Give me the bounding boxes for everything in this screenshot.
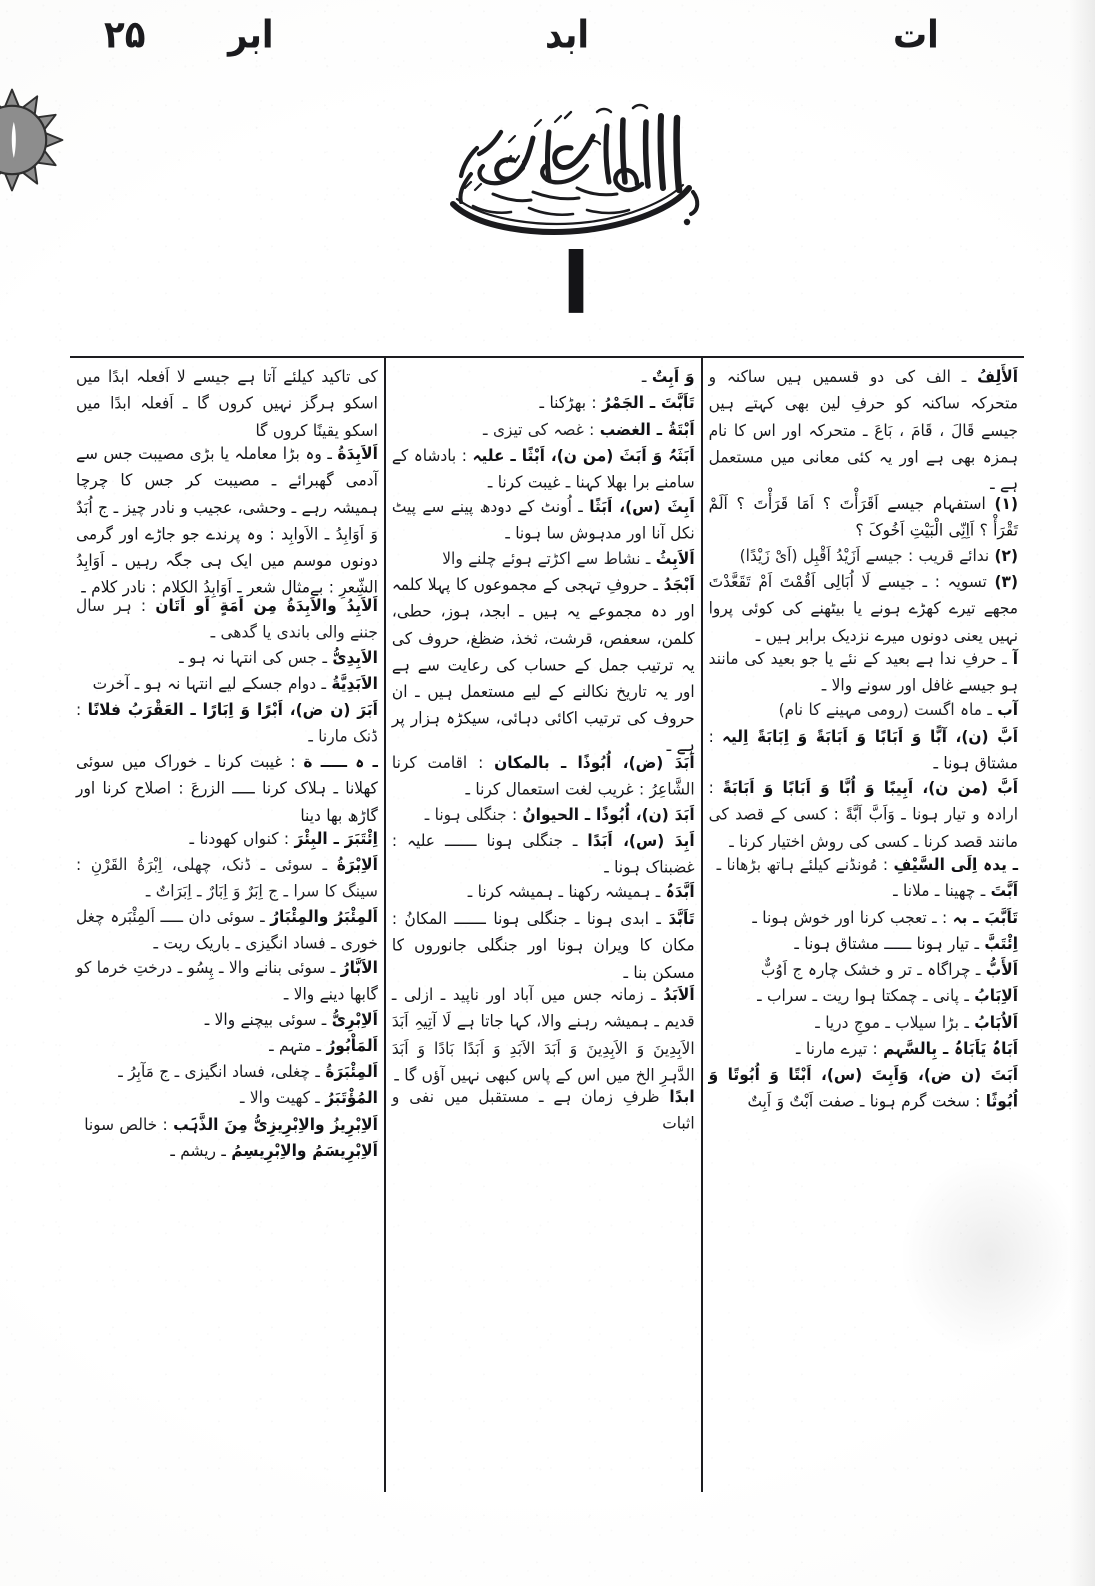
entry-definition: ـ حروفِ تہجی کے مجموعوں کا پہلا کلمہ اور دہ مجموعے یہ ہیں ـ ابجد، ہوز، حطی، کلمن، سعفص، قرشت، ثخذ، ضظغ، حروف کی یہ ترتیب جمل کے حساب کی رعایت سے ہے اور یہ تاریخ نکالنے کے لیے مستعمل ہیں ـ ان حروف کی ترتیب اکائی دہائی، سیکڑہ ہزار پر ہے ـ [391,575,695,756]
dictionary-entry [76,364,378,444]
entry-headword: اَلمِئْبَرُ والمِئْبَارُ [270,906,378,926]
scan-gutter-shadow [1069,0,1095,1586]
entry-definition: : غیبت کرنا ـ خوراک میں سوئی کھلانا ـ ہلاک کرنا ـــــ الزرعَ : اصلاح کرنا اور گاڑھ بھا دینا [76,752,378,825]
entry-headword: اِئْتَبَّ [984,934,1018,954]
entry-definition: : غصہ کی تیزی ـ [483,419,600,439]
dictionary-entry [709,491,1018,545]
entry-definition: تسویہ : ـ جیسے لَا اُبَالِی اَقُمْتَ اَمْ تَقَعَّدْتَ مجھے تیرے کھڑے ہونے یا بیٹھنے کی کوئی پروا نہیں یعنی دونوں میرے نزدیک برابر ہیں ـ [708,572,1018,645]
dictionary-entry [76,593,378,647]
entry-headword: ـ ہ ـــــ ة [303,752,378,772]
dictionary-entry [392,390,695,417]
entry-definition: : خالص سونا [84,1114,174,1134]
entry-definition: ـ حرفِ ندا ہے بعید کے نئے یا جو بعید کی مانند ہو جیسے غافل اور سونے والا ـ [708,649,1018,695]
entry-headword: اَلأَلِفُ [977,367,1018,387]
dictionary-entry [392,417,695,444]
guideword-center: ابد [545,12,590,58]
entry-definition: ـ وہ بڑا معاملہ یا بڑی مصیبت جس سے آدمی گھبرائے ـ مصیبت کر جس کا چرچا ہمیشہ رہے ـ وحشی، عجیب و نادر چیز ـ ج اُبَدٌ وَ اَوَابِدُ ـ الاَوابِد : وہ پرندے جو جاڑے اور گرمی دونوں موسم میں ایک ہی جگہ رہیں ـ اَوَابِدُ الشِّعرِ : بےمثال شعر ـ اَوَابِدُ الکلام : نادر کلام ـ [76,443,378,597]
entry-definition: : سخت گرم ہونا ـ صفت اَبْتٌ وَ اَبِتٌ [747,1092,986,1112]
entry-headword: الاَبَدِیَّةُ [331,674,378,694]
dictionary-entry [76,1138,378,1165]
dictionary-entry [76,441,378,602]
dictionary-entry [709,957,1018,984]
entry-headword: اَلاَبَدُ [663,985,695,1005]
dictionary-entry [392,494,695,548]
dictionary-entry [709,878,1018,905]
entry-headword: اَبِدَ (س)، اَبَدًا [587,830,695,851]
entry-headword: (۳) [994,572,1018,592]
dictionary-entry [76,1059,378,1086]
entry-headword: اَبْجَدُ [663,575,695,595]
entry-definition: : اقامت کرنا الشَّاعِرُ : غریب لغت استعمال کرنا ـ [391,753,695,800]
entry-headword: اَبَّتَ [990,881,1018,901]
dictionary-entry [76,904,378,958]
entry-definition: ـ سوئی بنانے والا ـ پِسُو ـ درختِ خرما کو گابھا دینے والا ـ [76,958,378,1005]
entry-definition: ـ کھیت والا ـ [239,1088,326,1108]
entry-definition: ـ ریشم ـ [170,1141,232,1161]
entry-headword: تَاَبَّدَ [668,908,695,928]
dictionary-entry [709,905,1018,932]
dictionary-entry [709,1036,1018,1063]
entry-definition: : تیرے مارنا ـ [796,1039,884,1059]
guideword-right: ات [893,12,939,58]
entry-headword: اَلمَاْبُورُ [326,1036,378,1056]
dictionary-entry [76,645,378,672]
entry-definition: : مُونڈنے کیلئے ہاتھ بڑھانا ـ [716,855,894,875]
entry-headword: اَلاَبِدُ والاَبِدَةُ مِن اَمَةٍ اَو اَتَان [155,596,378,616]
entry-headword: اَبَرَ (ن ض)، اَبْرًا وَ اِبَارًا ـ العَقْرَبُ فلانًا [87,700,378,720]
entry-headword: اَبَدَ (ن)، اُبُوذًا ـ الحیوانُ [522,804,695,824]
dictionary-entry [392,906,695,986]
dictionary-entry [709,697,1018,724]
page-number: ۲۵ [104,12,146,58]
entry-definition: ـ ہمیشہ رکھنا ـ ہمیشہ کرنا ـ [467,882,666,902]
entry-definition: : ہر سال جننے والی باندی یا گدھی ـ [76,596,378,643]
entry-definition: ـ بڑا سیلاب ـ موجِ دریا ـ [815,1012,975,1032]
entry-headword: ـ یدہ اِلَی السَّیْفِ [893,855,1018,875]
column-middle [384,358,701,1492]
dictionary-entry [392,879,695,906]
running-header [0,12,1095,84]
entry-definition: ـ زمانہ جس میں آباد اور ناپید ـ ازلی ـ قدیم ـ ہمیشہ رہنے والا، کہا جاتا ہے لَا آتِیہِ اَبَدَ الاَبِدِینَ وَ الاَبِدِینَ وَ اَبَدَ الاَبَدِ وَ اَبَدًا بَادًا وَ اَبَدَ الدَّہرِ الخ میں اس کے پاس کبھی نہیں آؤں گا ـ [391,985,695,1085]
entry-headword: اَلاِبْرَةُ [336,855,378,875]
entry-definition: ـ [641,367,652,387]
dictionary-entry [76,826,378,853]
entry-definition: ـ نشاط سے اکڑتے ہوئے چلنے والا [442,549,656,569]
entry-definition: ـ سوئی بیچنے والا ـ [204,1009,332,1029]
entry-definition: ـ ابدی ہونا ـ جنگلی ہونا ـــــــ المکانُ : مکان کا ویران ہونا اور جنگلی جانوروں کا مسکن بنا ـ [391,908,695,982]
dictionary-entry [392,546,695,573]
dictionary-entry [709,543,1018,570]
entry-definition: استفہام جیسے اَقَرَأْتَ ؟ اَمَا قَرَأْتَ ؟ اَلَمْ تَقْرَأْ ؟ اَاِنِّی الْبَیْتِ اَخُوکَ ؟ [708,494,1018,541]
entry-definition: ـ متہم ـ [269,1036,327,1056]
dictionary-entry [392,802,695,829]
entry-headword: اَبَّ (ن)، آبًّا وَ اَبَابًا وَ اَبَابَةً وَ اِبَابَةً اِلیہ [722,726,1018,746]
entry-list-right [709,364,1018,1113]
entry-headword: اَبِثَ (س)، اَبَثًا [589,497,695,517]
entry-headword: اَلاَبِدَةُ [337,443,378,464]
dictionary-entry [709,775,1018,855]
dictionary-entry [392,572,695,759]
dictionary-entry [709,1062,1018,1116]
entry-definition: : بادشاہ کے سامنے برا بھلا کہنا ـ غیبت کرنا ـ [391,445,695,492]
entry-definition: کی تاکید کیلئے آتا ہے جیسے لا اَفعلہ ابدًا میں اسکو ہرگز نہیں کروں گا ـ اَفعلہ ابدًا میں اسکو یقینًا کروں گا [76,367,378,440]
entry-headword: اَبَثَہُ وَ اَبَثَ (من ن)، اَبْثًا ـ علیہ [472,445,695,466]
dictionary-entry [709,852,1018,879]
entry-headword: آ [1012,649,1018,669]
entry-definition: ـ جنگلی ہونا ـــــــ علیہ : غضبناک ہونا ـ [391,830,695,877]
dictionary-entry [76,1033,378,1060]
entry-headword: (۲) [994,546,1018,566]
entry-definition: : کنواں کھودنا ـ [189,828,295,849]
entry-headword: تَاَبَّبَ ـ بہ [952,907,1018,927]
dictionary-entry [709,646,1018,700]
dictionary-entry [76,749,378,829]
guideword-left: ابر [228,12,274,58]
entry-headword: اَلاُبَابُ [974,1012,1018,1032]
dictionary-entry [709,364,1018,498]
entry-headword: اَبَدَ (ض)، اُبُوذًا ـ بالمکان [494,753,695,773]
entry-headword: (۱) [994,494,1018,514]
entry-headword: اَبَّدَہُ [665,882,695,902]
entry-headword: اَلمِئْبَرَةُ [325,1062,378,1082]
entry-headword: وَ اَبِتٌ [651,367,695,387]
entry-headword: اَلاِبْرِیسَمُ والاِبْرِیسِمُ [231,1141,378,1161]
entry-headword: اَبَاہُ یَاَبَاہُ ـ بِالسَّہم [883,1039,1018,1059]
column-right [701,358,1024,1492]
entry-definition: ندائے قریب : جیسے اَزَیْدُ اَقْبِل (اَیْ زَیْدًا) [739,546,995,566]
entry-definition: ـ ماہ اگست (رومی مہینے کا نام) [778,700,998,720]
entry-headword: اَلاَبِثُ [655,549,695,569]
entry-headword: المُؤْتَبَرُ [325,1088,378,1108]
dictionary-entry [709,1010,1018,1037]
dictionary-entry [709,724,1018,778]
entry-definition: : بھڑکنا ـ [539,393,602,413]
dictionary-entry [392,750,695,804]
entry-list-middle [392,364,695,1135]
dictionary-entry [392,828,695,882]
entry-definition: ـ پانی ـ چمکتا ہوا ریت ـ سراب ـ [757,986,975,1006]
entry-headword: اَلأَبُّ [985,960,1018,980]
entry-definition: ـ چغلی، فساد انگیزی ـ ج مَآبِرُ ـ [118,1062,326,1082]
entry-list-left [76,364,378,1163]
entry-definition: : ـ تعجب کرنا اور خوش ہونا ـ [752,907,953,927]
bismillah-calligraphy [437,96,707,246]
entry-headword: آب [997,700,1018,720]
dictionary-entry [392,982,695,1089]
entry-definition: ـ سوئی ـ ڈنک، چھلی، اِبْرَةُ القَرْنِ : سینگ کا سرا ـ ج اِبَرٌ وَ اِبَارٌ ـ اِبَرَاتٌ ـ [76,855,378,902]
entry-definition: : ارادہ و تیار ہونا ـ وَاَبَّ اَبَّةً : کسی کے قصد کی مانند قصد کرنا ـ کسی کی روش اختیار کرنا ـ [708,778,1018,852]
entry-headword: الاَبَّارُ [340,958,378,978]
entry-headword: اَلاِبْرِیزُ والاِبْرِیزِیُّ مِنَ الذَّہَب [173,1114,378,1134]
entry-definition: ظرفِ زمان ہے ـ مستقبل میں نفی و اثبات [391,1087,695,1134]
entry-headword: اَلاِبَابُ [974,986,1018,1006]
entry-definition: ـ اُونٹ کے دودھ پینے سے پیٹ نکل آنا اور مدہوش سا ہونا ـ [391,497,695,544]
column-left [70,358,384,1492]
entry-definition: ـ چراگاہ ـ تر و خشک چارہ ج اَوُبٌّ [760,960,986,980]
dictionary-entry [76,955,378,1009]
entry-definition: ـ سوئی دان ـــــ اَلمِئْبَرہ چغل خوری ـ فساد انگیزی ـ باریک ریت ـ [76,906,378,953]
entry-headword: اَبْتَةُ ـ الغضب [599,419,695,439]
entry-headword: الاَبِدِیُّ [332,648,378,668]
dictionary-entry [76,852,378,906]
entry-headword: اِئْتَبَرَ ـ البِئْرَ [294,828,378,849]
dictionary-entry [76,697,378,751]
entry-definition: : جنگلی ہونا ـ [424,804,523,824]
entry-definition: : مشتاق ہونا ـ [708,726,1018,773]
dictionary-entry [709,931,1018,958]
entry-definition: ـ تیار ہونا ــــــ مشتاق ہونا ـ [794,934,985,954]
entry-headword: اَبَتَ (ن ض)، وَاَبِتَ (س)، اَبْتًا وَ اُبُوتًا وَ اُبُوثًا [708,1065,1018,1112]
dictionary-entry [392,364,695,391]
dictionary-entry [76,1085,378,1112]
entry-definition: ـ الف کی دو قسمیں ہیں ساکنہ و متحرکہ ساکنہ کو حرفِ لین بھی کہتے ہیں جیسے قَالَ ، قَامَ ، بَاعَ ـ متحرکہ اور اس کا نام ہمزہ بھی ہے اور یہ کئی معانی میں مستعمل ہے ـ [708,367,1018,494]
entry-definition: ـ دوام جسکے لیے انتہا نہ ہو ـ آخرت [92,674,332,694]
dictionary-entry [392,1084,695,1138]
entry-headword: ابدًا [669,1087,695,1107]
entry-definition: ـ جس کی انتہا نہ ہو ـ [179,648,333,668]
dictionary-entry [76,1007,378,1034]
entry-headword: اَبَّ (من ن)، اَبِیبًا وَ اُبَّا وَ اَبَابًا وَ اَبَابَةً [722,778,1019,798]
dictionary-entry [709,569,1018,649]
letter-section-heading: ا [561,235,591,333]
dictionary-entry [709,983,1018,1010]
dictionary-entry [76,1112,378,1139]
entry-definition: : ڈنک مارنا ـ [76,700,378,747]
dictionary-entry [76,671,378,698]
entry-headword: تَاَبَّتَ ـ الجَمْرُ [601,393,695,413]
dictionary-entry [392,443,695,497]
rosette-ornament-icon [0,86,66,194]
entry-headword: اَلاِبْرِیُّ [331,1009,378,1029]
entry-definition: ـ چھینا ـ ملانا ـ [893,881,991,901]
dictionary-columns [70,358,1024,1492]
